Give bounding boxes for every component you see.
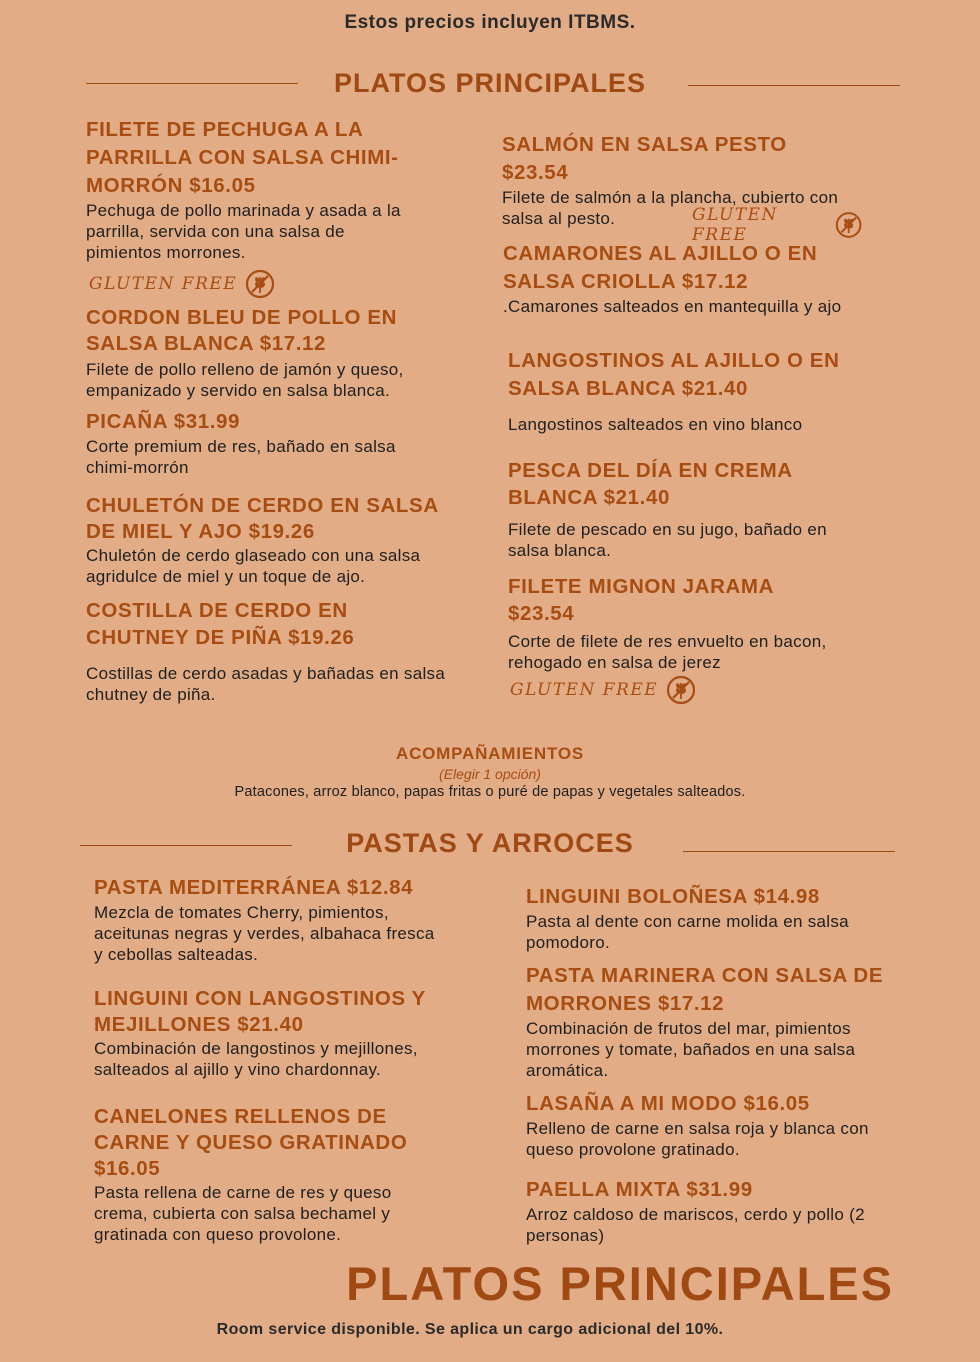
menu-item — [86, 116, 426, 299]
item-name: COSTILLA DE CERDO EN CHUTNEY DE PIÑA $19.26 — [86, 599, 355, 649]
item-desc: Chuletón de cerdo glaseado con una salsa agridulce de miel y un toque de ajo. — [86, 546, 421, 586]
menu-item — [508, 347, 888, 435]
menu-item — [94, 986, 464, 1080]
room-service-note: Room service disponible. Se aplica un cargo adicional del 10%. — [216, 1321, 724, 1338]
item-name: PICAÑA $31.99 — [86, 410, 241, 433]
item-desc: .Camarones salteados en mantequilla y ajo — [503, 297, 842, 316]
item-name: LASAÑA A MI MODO $16.05 — [526, 1092, 810, 1115]
item-name: CANELONES RELLENOS DE CARNE Y QUESO GRATINADO $16.05 — [94, 1105, 408, 1180]
item-desc: Filete de pollo relleno de jamón y queso, empanizado y servido en salsa blanca. — [86, 360, 404, 400]
menu-item — [526, 883, 906, 953]
sides-desc: Patacones, arroz blanco, papas fritas o puré de papas y vegetales salteados. — [234, 784, 746, 800]
section-title-platos: PLATOS PRINCIPALES — [333, 68, 647, 98]
item-name: CAMARONES AL AJILLO O EN SALSA CRIOLLA $17.12 — [503, 242, 818, 293]
gluten-free-icon — [666, 675, 696, 705]
title-rule-right — [683, 851, 895, 852]
menu-item — [94, 874, 464, 965]
sides-title: ACOMPAÑAMIENTOS — [396, 744, 584, 763]
title-rule-right — [688, 85, 900, 86]
gluten-free-badge — [89, 269, 426, 299]
item-desc: Costillas de cerdo asadas y bañadas en salsa chutney de piña. — [86, 664, 446, 704]
menu-item — [503, 240, 863, 317]
item-desc: Pechuga de pollo marinada y asada a la parrilla, servida con una salsa de pimientos morrones. — [86, 201, 401, 262]
price-note: Estos precios incluyen ITBMS. — [344, 12, 636, 33]
item-name: PASTA MEDITERRÁNEA $12.84 — [94, 876, 414, 899]
item-desc: Corte premium de res, bañado en salsa chimi-morrón — [86, 437, 396, 477]
menu-item — [86, 597, 446, 705]
item-name: PASTA MARINERA CON SALSA DE MORRONES $17.12 — [526, 964, 884, 1015]
item-desc: Filete de pescado en su jugo, bañado en salsa blanca. — [508, 520, 827, 560]
item-desc: Relleno de carne en salsa roja y blanca con queso provolone gratinado. — [526, 1119, 869, 1159]
item-name: LANGOSTINOS AL AJILLO O EN SALSA BLANCA $21.40 — [508, 349, 840, 400]
section-title-pastas: PASTAS Y ARROCES — [346, 828, 634, 858]
sides-subtitle: (Elegir 1 opción) — [439, 766, 541, 782]
item-desc: Pasta al dente con carne molida en salsa pomodoro. — [526, 912, 849, 952]
item-desc: Combinación de langostinos y mejillones, salteados al ajillo y vino chardonnay. — [94, 1039, 418, 1079]
gluten-free-icon — [835, 210, 862, 240]
item-name: CORDON BLEU DE POLLO EN SALSA BLANCA $17.12 — [86, 306, 398, 355]
menu-item — [526, 1176, 906, 1246]
menu-item — [508, 457, 868, 561]
gluten-free-label: GLUTEN FREE — [510, 680, 659, 700]
item-name: FILETE DE PECHUGA A LA PARRILLA CON SALSA CHIMI-MORRÓN $16.05 — [86, 118, 399, 197]
menu-item — [86, 408, 446, 478]
item-name: SALMÓN EN SALSA PESTO $23.54 — [502, 133, 787, 184]
menu-item — [86, 493, 456, 587]
menu-item — [526, 962, 906, 1081]
menu-item — [94, 1104, 464, 1245]
item-desc: Langostinos salteados en vino blanco — [508, 415, 803, 434]
gluten-free-label: GLUTEN FREE — [89, 274, 238, 294]
menu-item — [526, 1090, 906, 1160]
item-name: LINGUINI CON LANGOSTINOS Y MEJILLONES $21.40 — [94, 987, 426, 1036]
item-desc: Arroz caldoso de mariscos, cerdo y pollo (2 personas) — [526, 1205, 865, 1245]
item-name: FILETE MIGNON JARAMA $23.54 — [508, 575, 774, 625]
item-desc: Mezcla de tomates Cherry, pimientos, aceitunas negras y verdes, albahaca fresca y cebollas salteadas. — [94, 903, 435, 964]
gluten-free-icon — [245, 269, 275, 299]
item-name: CHULETÓN DE CERDO EN SALSA DE MIEL Y AJO $19.26 — [86, 494, 438, 543]
menu-item — [508, 573, 868, 705]
gluten-free-badge — [510, 675, 868, 705]
footer-title: PLATOS PRINCIPALES — [346, 1257, 894, 1310]
item-name: LINGUINI BOLOÑESA $14.98 — [526, 885, 820, 908]
gluten-free-badge — [692, 205, 862, 245]
item-name: PAELLA MIXTA $31.99 — [526, 1178, 753, 1201]
item-desc: Corte de filete de res envuelto en bacon, rehogado en salsa de jerez — [508, 632, 827, 672]
item-desc: Pasta rellena de carne de res y queso crema, cubierta con salsa bechamel y gratinada con queso provolone. — [94, 1183, 392, 1244]
item-desc-text: Filete de salmón a la plancha, cubierto con salsa al pesto. — [502, 188, 839, 228]
item-desc: Combinación de frutos del mar, pimientos morrones y tomate, bañados en una salsa aromática. — [526, 1019, 856, 1080]
gluten-free-label: GLUTEN FREE — [692, 205, 778, 245]
menu-item — [502, 131, 862, 245]
menu-item — [86, 305, 446, 401]
item-name: PESCA DEL DÍA EN CREMA BLANCA $21.40 — [508, 459, 792, 509]
